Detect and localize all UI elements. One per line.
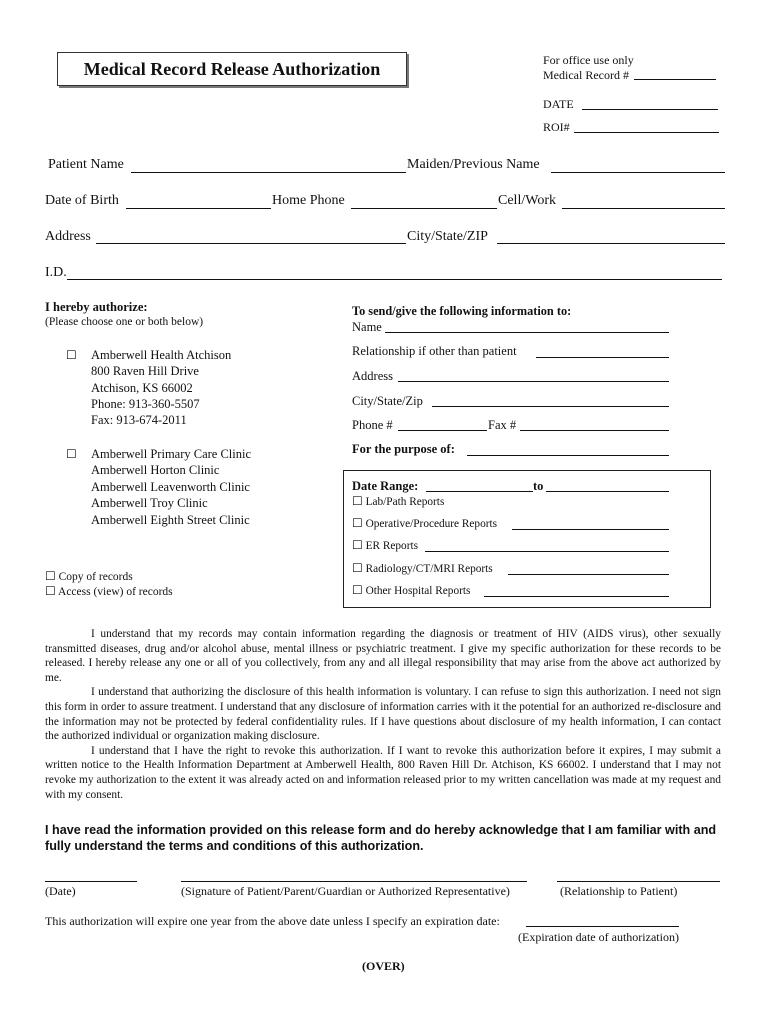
expiration-field[interactable] [526, 926, 679, 927]
recipient-phone-field[interactable] [398, 430, 487, 431]
maiden-name-label: Maiden/Previous Name [407, 157, 540, 172]
paragraph-hiv: I understand that my records may contain information regarding the diagnosis or treatment of HIV (AIDS virus), other sexually transmitted diseases, drug and/or alcohol abuse, mental illness or psychiatric treatment. I give my specific authorization for these records to be released. I hereby release any one or all of you collectively, from any and all illegal responsibility that may arise from the above act authorized by me. [45, 628, 721, 684]
signature-field[interactable] [181, 881, 527, 882]
radiology-option[interactable] [352, 561, 493, 575]
access-checkbox[interactable]: ☐ [45, 584, 56, 598]
signature-caption: (Signature of Patient/Parent/Guardian or Authorized Representative) [181, 884, 510, 898]
office-use-label: For office use only [543, 53, 634, 67]
cell-work-field[interactable] [562, 208, 725, 209]
er-option[interactable] [352, 538, 418, 552]
form-title: Medical Record Release Authorization [57, 52, 407, 86]
other-reports-option[interactable] [352, 583, 470, 597]
option2-line: Amberwell Primary Care Clinic [91, 447, 252, 461]
access-records-option[interactable] [45, 584, 173, 598]
purpose-label: For the purpose of: [352, 442, 455, 456]
authorize-heading: I hereby authorize: [45, 300, 148, 314]
option1-line: Phone: 913-360-5507 [91, 396, 200, 411]
recipient-address-label: Address [352, 369, 393, 383]
option1-line: Amberwell Health Atchison [91, 348, 232, 362]
er-label: ER Reports [365, 540, 418, 552]
copy-records-label: Copy of records [58, 571, 133, 583]
medical-record-label: Medical Record # [543, 68, 629, 82]
option2-line: Amberwell Leavenworth Clinic [91, 479, 250, 494]
date-caption: (Date) [45, 884, 76, 898]
other-reports-label: Other Hospital Reports [365, 585, 471, 597]
copy-checkbox[interactable]: ☐ [45, 569, 56, 583]
dob-field[interactable] [126, 208, 271, 209]
lab-path-checkbox[interactable]: ☐ [352, 494, 363, 508]
roi-label: ROI# [543, 120, 570, 134]
option2-line: Amberwell Troy Clinic [91, 496, 208, 511]
option2-checkbox[interactable]: ☐ [66, 447, 77, 461]
date-range-start-field[interactable] [426, 491, 533, 492]
recipient-address-field[interactable] [398, 381, 669, 382]
medical-record-field[interactable] [634, 79, 716, 80]
relationship-label: Relationship if other than patient [352, 344, 517, 358]
radiology-field[interactable] [508, 574, 669, 575]
recipient-city-label: City/State/Zip [352, 394, 423, 408]
option2-line: Amberwell Eighth Street Clinic [91, 512, 250, 527]
option1-checkbox[interactable]: ☐ [66, 348, 77, 362]
address-field[interactable] [96, 243, 406, 244]
roi-field[interactable] [574, 132, 719, 133]
consent-paragraphs [45, 627, 721, 802]
date-field[interactable] [582, 109, 718, 110]
acknowledgement-text: I have read the information provided on this release form and do hereby acknowledge that I am familiar with and fully understand the terms and conditions of this authorization. [45, 823, 717, 853]
access-records-label: Access (view) of records [58, 586, 173, 598]
operative-checkbox[interactable]: ☐ [352, 516, 363, 530]
recipient-heading: To send/give the following information to: [352, 304, 572, 318]
city-state-zip-field[interactable] [497, 243, 725, 244]
home-phone-label: Home Phone [272, 193, 345, 208]
city-state-zip-label: City/State/ZIP [407, 229, 488, 244]
date-range-label: Date Range: [352, 479, 419, 493]
recipient-fax-field[interactable] [520, 430, 669, 431]
option2-line: Amberwell Horton Clinic [91, 463, 220, 478]
id-label: I.D. [45, 265, 67, 280]
dob-label: Date of Birth [45, 193, 119, 208]
recipient-name-field[interactable] [385, 332, 669, 333]
copy-records-option[interactable] [45, 569, 133, 583]
er-checkbox[interactable]: ☐ [352, 538, 363, 552]
option1-line: Atchison, KS 66002 [91, 380, 193, 395]
authorize-subheading: (Please choose one or both below) [45, 316, 204, 328]
patient-name-field[interactable] [131, 172, 406, 173]
date-range-end-field[interactable] [546, 491, 669, 492]
lab-path-label: Lab/Path Reports [365, 496, 445, 508]
date-label: DATE [543, 97, 574, 111]
other-reports-checkbox[interactable]: ☐ [352, 583, 363, 597]
date-range-to-label: to [533, 479, 544, 493]
option1-line: Fax: 913-674-2011 [91, 413, 187, 428]
recipient-city-field[interactable] [432, 406, 669, 407]
operative-option[interactable] [352, 516, 497, 530]
recipient-name-label: Name [352, 320, 382, 334]
paragraph-voluntary: I understand that authorizing the disclosure of this health information is voluntary. I can refuse to sign this authorization. I need not sign this form in order to assure treatment. I understand that any disclosure of information carries with it the potential for an authorized re-disclosure and the information may not be protected by federal confidentiality rules. If I have questions about disclosure of my health information, I can contact the authorized individual or organization making disclosure. [45, 686, 721, 743]
cell-work-label: Cell/Work [498, 193, 556, 208]
option1-list [91, 347, 231, 428]
relationship-caption: (Relationship to Patient) [560, 884, 678, 898]
date-signature-field[interactable] [45, 881, 137, 882]
operative-field[interactable] [512, 529, 669, 530]
purpose-field[interactable] [467, 455, 669, 456]
maiden-name-field[interactable] [551, 172, 725, 173]
option2-list [91, 446, 251, 528]
patient-name-label: Patient Name [48, 157, 124, 172]
recipient-fax-label: Fax # [488, 418, 517, 432]
operative-label: Operative/Procedure Reports [365, 518, 498, 530]
paragraph-revoke: I understand that I have the right to revoke this authorization. If I want to revoke this authorization before it expires, I may submit a written notice to the Health Information Department at Amberwell Health, 800 Raven Hill Dr. Atchison, KS 66002. I understand that I may not revoke my authorization to the extent it was already acted on and information released prior to my written cancellation was made at my request and with my consent. [45, 744, 721, 801]
other-reports-field[interactable] [484, 596, 669, 597]
home-phone-field[interactable] [351, 208, 497, 209]
relationship-field[interactable] [536, 357, 669, 358]
expiration-caption: (Expiration date of authorization) [518, 930, 679, 944]
relationship-signature-field[interactable] [557, 881, 720, 882]
er-field[interactable] [425, 551, 669, 552]
expiration-text: This authorization will expire one year from the above date unless I specify an expiration date: [45, 914, 500, 928]
lab-path-option[interactable] [352, 494, 444, 508]
id-field[interactable] [67, 279, 722, 280]
radiology-checkbox[interactable]: ☐ [352, 561, 363, 575]
over-label: (OVER) [362, 959, 405, 973]
address-label: Address [45, 229, 91, 244]
option1-line: 800 Raven Hill Drive [91, 364, 199, 379]
recipient-phone-label: Phone # [352, 418, 393, 432]
radiology-label: Radiology/CT/MRI Reports [365, 563, 493, 575]
